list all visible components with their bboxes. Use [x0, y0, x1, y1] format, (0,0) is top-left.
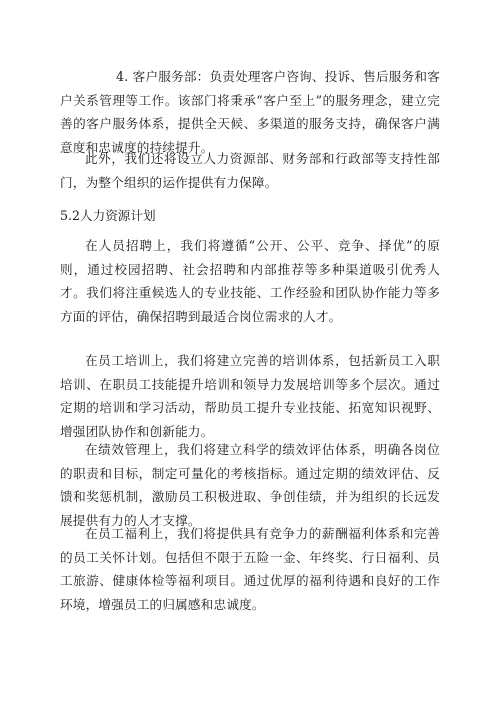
section-heading-hr-plan: 5.2人力资源计划: [60, 208, 156, 223]
paragraph-training: 在员工培训上，我们将建立完善的培训体系，包括新员工入职培训、在职员工技能提升培训和领导力发展培训等多个层次。通过定期的培训和学习活动，帮助员工提升专业技能、拓宽知识视野、增强团队协作和创新能力。: [60, 353, 440, 439]
paragraph-recruitment: 在人员招聘上，我们将遵循“公开、公平、竞争、择优”的原则，通过校园招聘、社会招聘和内部推荐等多种渠道吸引优秀人才。我们将注重候选人的专业技能、工作经验和团队协作能力等多方面的评估，确保招聘到最适合岗位需求的人才。: [60, 238, 440, 324]
paragraph-employee-welfare: 在员工福利上，我们将提供具有竞争力的薪酬福利体系和完善的员工关怀计划。包括但不限于五险一金、年终奖、行日福利、员工旅游、健康体检等福利项目。通过优厚的福利待遇和良好的工作环境，增强员工的归属感和忠诚度。: [60, 526, 440, 612]
paragraph-performance-management: 在绩效管理上，我们将建立科学的绩效评估体系，明确各岗位的职责和目标，制定可量化的考核指标。通过定期的绩效评估、反馈和奖惩机制，激励员工积极进取、争创佳绩，并为组织的长远发展提供有力的人才支撑。: [60, 442, 440, 528]
paragraph-customer-service-department: 4. 客户服务部：负责处理客户咨询、投诉、售后服务和客户关系管理等工作。该部门将秉承“客户至上”的服务理念，建立完善的客户服务体系，提供全天候、多渠道的服务支持，确保客户满意度和忠诚度的持续提升。: [60, 69, 440, 155]
paragraph-support-departments: 此外，我们还将设立人力资源部、财务部和行政部等支持性部门，为整个组织的运作提供有力保障。: [60, 151, 440, 190]
